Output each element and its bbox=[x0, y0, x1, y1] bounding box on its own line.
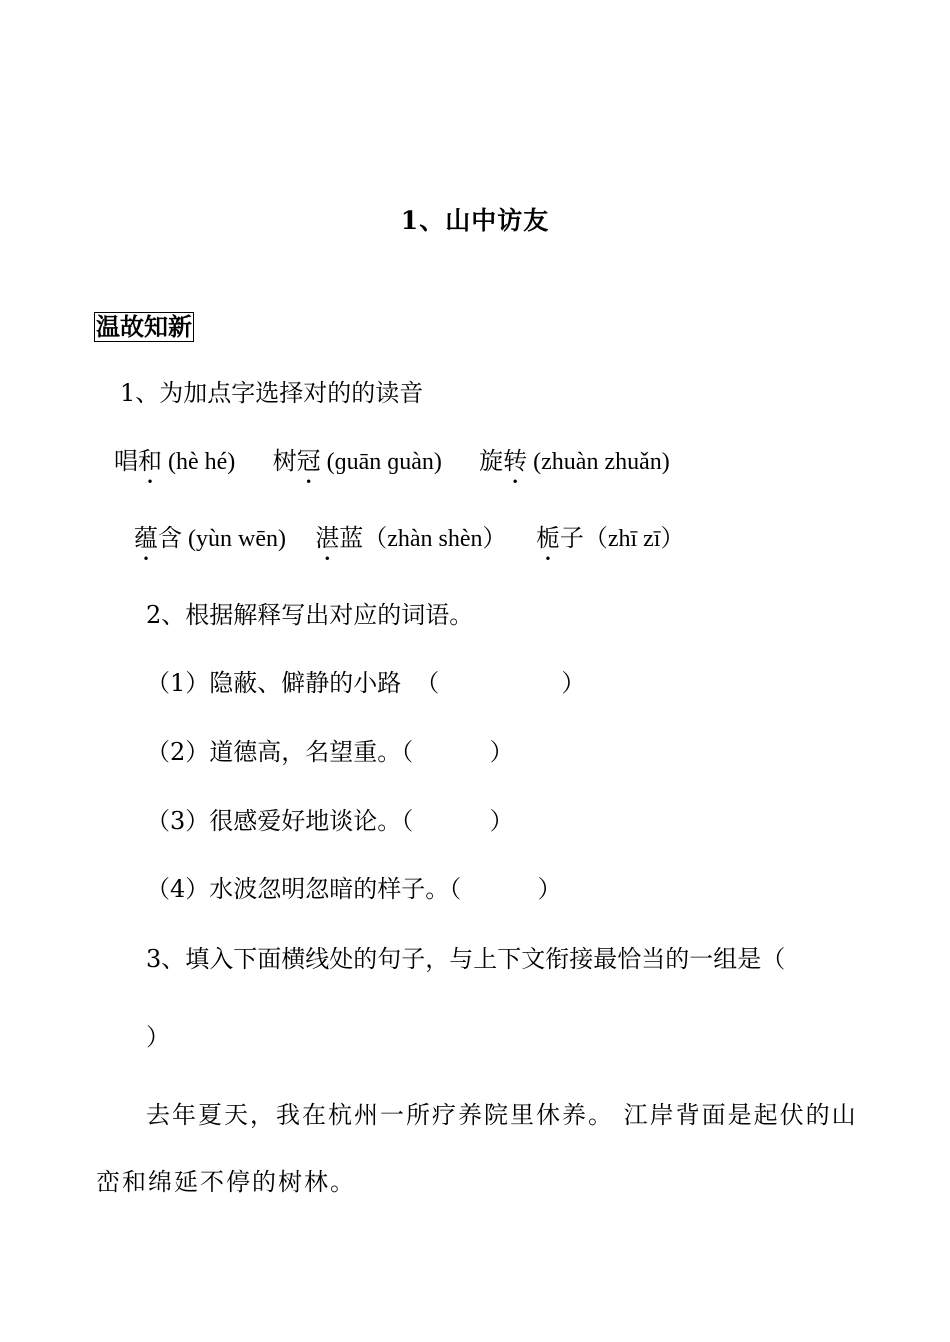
passage-line: 峦和绵延不停的树林。 bbox=[96, 1168, 356, 1196]
word-item: 栀子（zhī zī） bbox=[535, 524, 685, 552]
question-1-row-1 bbox=[114, 446, 670, 489]
question-1-prompt: 1、为加点字选择对的的读音 bbox=[120, 379, 424, 407]
word-item: 树冠 (ɡuān ɡuàn) bbox=[272, 447, 442, 475]
page-title: 1、山中访友 bbox=[400, 206, 550, 235]
question-2-item: （3）很感爱好地谈论。（ ） bbox=[146, 807, 514, 835]
question-3-prompt-continued: ） bbox=[146, 1023, 170, 1051]
question-1-row-2 bbox=[134, 523, 684, 566]
question-2-prompt: 2、根据解释写出对应的词语。 bbox=[146, 601, 474, 629]
word-item: 蕴含 (yùn wēn) bbox=[134, 524, 286, 552]
word-item: 湛蓝（zhàn shèn） bbox=[315, 524, 507, 552]
question-2-item: （2）道德高，名望重。（ ） bbox=[146, 738, 514, 766]
question-2-item: （4）水波忽明忽暗的样子。（ ） bbox=[146, 875, 562, 903]
question-3-prompt: 3、填入下面横线处的句子，与上下文衔接最恰当的一组是（ bbox=[146, 945, 786, 973]
section-label: 温故知新 bbox=[96, 312, 192, 341]
question-2-item: （1）隐蔽、僻静的小路 （ ） bbox=[146, 669, 586, 697]
word-item: 唱和 (hè hé) bbox=[114, 447, 236, 475]
passage-line: 去年夏天，我在杭州一所疗养院里休养。 江岸背面是起伏的山 bbox=[146, 1101, 858, 1129]
word-item: 旋转 (zhuàn zhuǎn) bbox=[479, 447, 670, 475]
